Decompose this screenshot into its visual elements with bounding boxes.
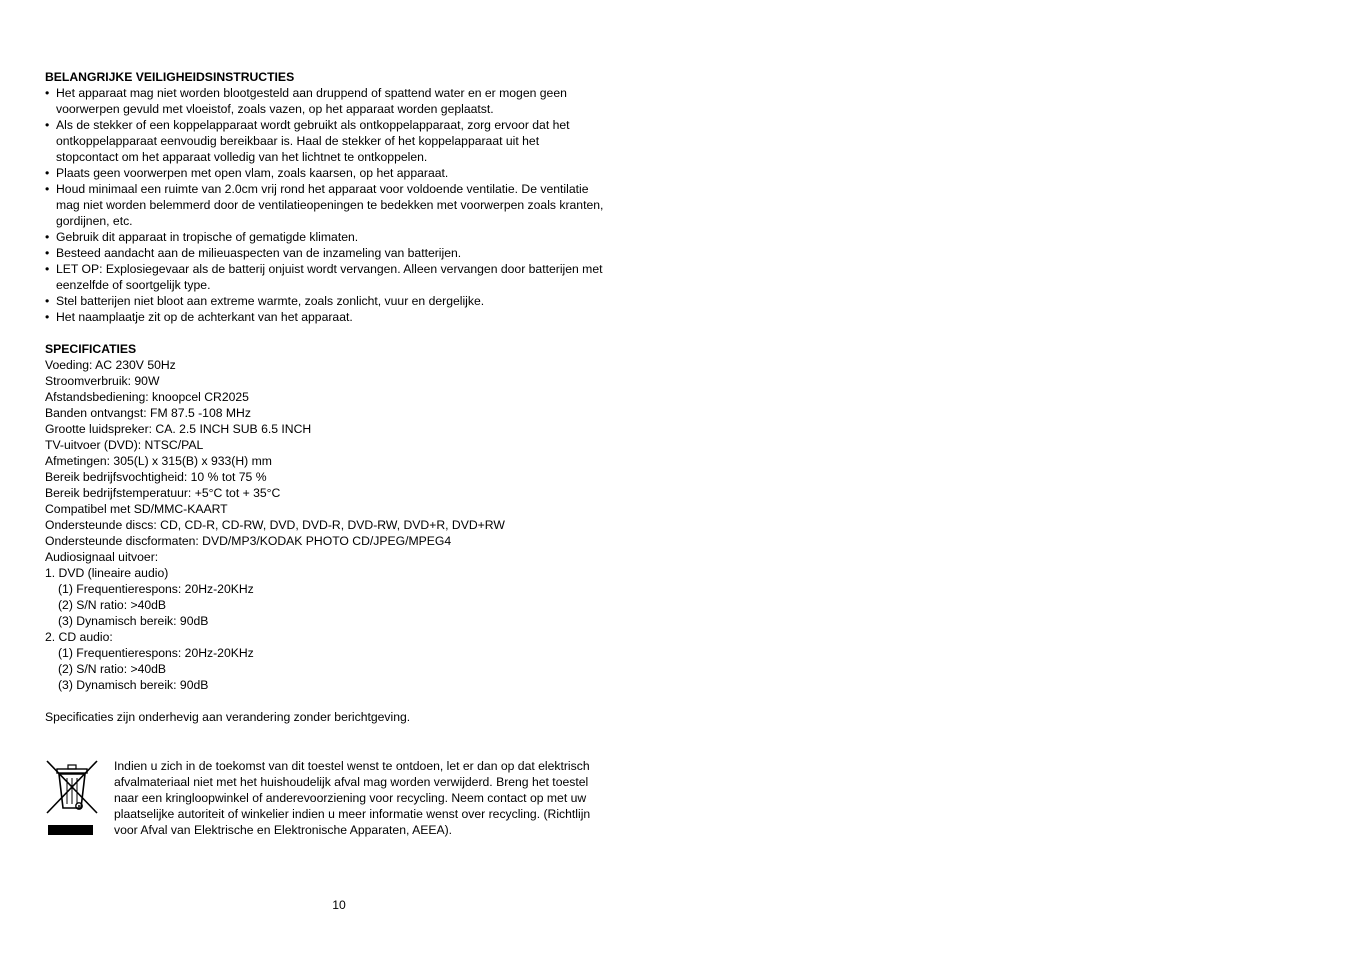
safety-item — [45, 229, 645, 245]
audio-spec-line: (2) S/N ratio: >40dB — [58, 598, 167, 612]
bullet-icon: • — [45, 182, 50, 196]
safety-list — [45, 85, 645, 325]
safety-item — [45, 309, 645, 325]
safety-item — [45, 261, 645, 293]
weee-text-line: Indien u zich in de toekomst van dit toestel wenst te ontdoen, let er dan op dat elektrisch — [114, 759, 590, 773]
bullet-icon: • — [45, 86, 50, 100]
safety-item — [45, 85, 645, 117]
bullet-icon: • — [45, 294, 50, 308]
bullet-icon: • — [45, 230, 50, 244]
weee-text-line: afvalmateriaal niet met het huishoudelijk afval mag worden verwijderd. Breng het toestel — [114, 775, 589, 789]
safety-item — [45, 245, 645, 261]
audio-output-list — [45, 565, 645, 693]
audio-group-heading: 2. CD audio: — [45, 630, 113, 644]
safety-item-line: eenzelfde of soortgelijk type. — [56, 278, 211, 292]
safety-item-line: Het naamplaatje zit op de achterkant van het apparaat. — [56, 310, 353, 324]
safety-item-line: LET OP: Explosiegevaar als de batterij onjuist wordt vervangen. Alleen vervangen door batterijen met — [56, 262, 603, 276]
spec-line: Afstandsbediening: knoopcel CR2025 — [45, 390, 249, 404]
safety-title: BELANGRIJKE VEILIGHEIDSINSTRUCTIES — [45, 70, 295, 84]
spec-line: Audiosignaal uitvoer: — [45, 550, 159, 564]
safety-item-line: Als de stekker of een koppelapparaat wordt gebruikt als ontkoppelapparaat, zorg ervoor dat het — [56, 118, 570, 132]
weee-text — [114, 758, 634, 838]
safety-item — [45, 165, 645, 181]
spec-line: Afmetingen: 305(L) x 315(B) x 933(H) mm — [45, 454, 272, 468]
page-number: 10 — [332, 898, 346, 912]
specs-note: Specificaties zijn onderhevig aan verandering zonder berichtgeving. — [45, 710, 411, 724]
safety-item-line: Het apparaat mag niet worden blootgesteld aan druppend of spattend water en er mogen geen — [56, 86, 567, 100]
safety-item-line: ontkoppelapparaat eenvoudig bereikbaar is. Haal de stekker of het koppelapparaat uit het — [56, 134, 540, 148]
safety-item-line: Plaats geen voorwerpen met open vlam, zoals kaarsen, op het apparaat. — [56, 166, 449, 180]
spec-line: Banden ontvangst: FM 87.5 -108 MHz — [45, 406, 251, 420]
spec-line: Ondersteunde discs: CD, CD-R, CD-RW, DVD, DVD-R, DVD-RW, DVD+R, DVD+RW — [45, 518, 505, 532]
safety-item-line: mag niet worden belemmerd door de ventilatieopeningen te bedekken met voorwerpen zoals kranten, — [56, 198, 604, 212]
safety-item-line: Gebruik dit apparaat in tropische of gematigde klimaten. — [56, 230, 359, 244]
bullet-icon: • — [45, 118, 50, 132]
crossed-out-wheelie-bin-icon — [45, 758, 99, 838]
safety-item-line: stopcontact om het apparaat volledig van het lichtnet te ontkoppelen. — [56, 150, 428, 164]
specs-list — [45, 357, 645, 565]
specs-title: SPECIFICATIES — [45, 342, 137, 356]
weee-text-line: naar een kringloopwinkel of anderevoorziening voor recycling. Neem contact op met uw — [114, 791, 587, 805]
weee-section — [45, 758, 645, 838]
weee-text-line: plaatselijke autoriteit of winkelier indien u meer informatie wenst over recycling. (Richtlijn — [114, 807, 591, 821]
safety-item-line: voorwerpen gevuld met vloeistof, zoals vazen, op het apparaat worden geplaatst. — [56, 102, 494, 116]
audio-group-heading: 1. DVD (lineaire audio) — [45, 566, 169, 580]
audio-spec-line: (3) Dynamisch bereik: 90dB — [58, 678, 209, 692]
bullet-icon: • — [45, 262, 50, 276]
bullet-icon: • — [45, 310, 50, 324]
safety-item-line: gordijnen, etc. — [56, 214, 133, 228]
audio-spec-line: (3) Dynamisch bereik: 90dB — [58, 614, 209, 628]
safety-item — [45, 293, 645, 309]
spec-line: Compatibel met SD/MMC-KAART — [45, 502, 228, 516]
spec-line: Stroomverbruik: 90W — [45, 374, 160, 388]
audio-spec-line: (1) Frequentierespons: 20Hz-20KHz — [58, 646, 254, 660]
safety-item-line: Besteed aandacht aan de milieuaspecten van de inzameling van batterijen. — [56, 246, 462, 260]
spec-line: Grootte luidspreker: CA. 2.5 INCH SUB 6.5 INCH — [45, 422, 312, 436]
spec-line: Bereik bedrijfstemperatuur: +5°C tot + 35°C — [45, 486, 281, 500]
weee-text-line: voor Afval van Elektrische en Elektronische Apparaten, AEEA). — [114, 823, 453, 837]
spec-line: Bereik bedrijfsvochtigheid: 10 % tot 75 % — [45, 470, 267, 484]
safety-item-line: Houd minimaal een ruimte van 2.0cm vrij rond het apparaat voor voldoende ventilatie. De ventilatie — [56, 182, 589, 196]
safety-item — [45, 117, 645, 165]
manual-page — [45, 69, 645, 725]
spec-line: Voeding: AC 230V 50Hz — [45, 358, 176, 372]
audio-spec-line: (2) S/N ratio: >40dB — [58, 662, 167, 676]
spec-line: TV-uitvoer (DVD): NTSC/PAL — [45, 438, 204, 452]
safety-item-line: Stel batterijen niet bloot aan extreme warmte, zoals zonlicht, vuur en dergelijke. — [56, 294, 485, 308]
bullet-icon: • — [45, 166, 50, 180]
audio-spec-line: (1) Frequentierespons: 20Hz-20KHz — [58, 582, 254, 596]
spec-line: Ondersteunde discformaten: DVD/MP3/KODAK PHOTO CD/JPEG/MPEG4 — [45, 534, 452, 548]
safety-item — [45, 181, 645, 229]
bullet-icon: • — [45, 246, 50, 260]
